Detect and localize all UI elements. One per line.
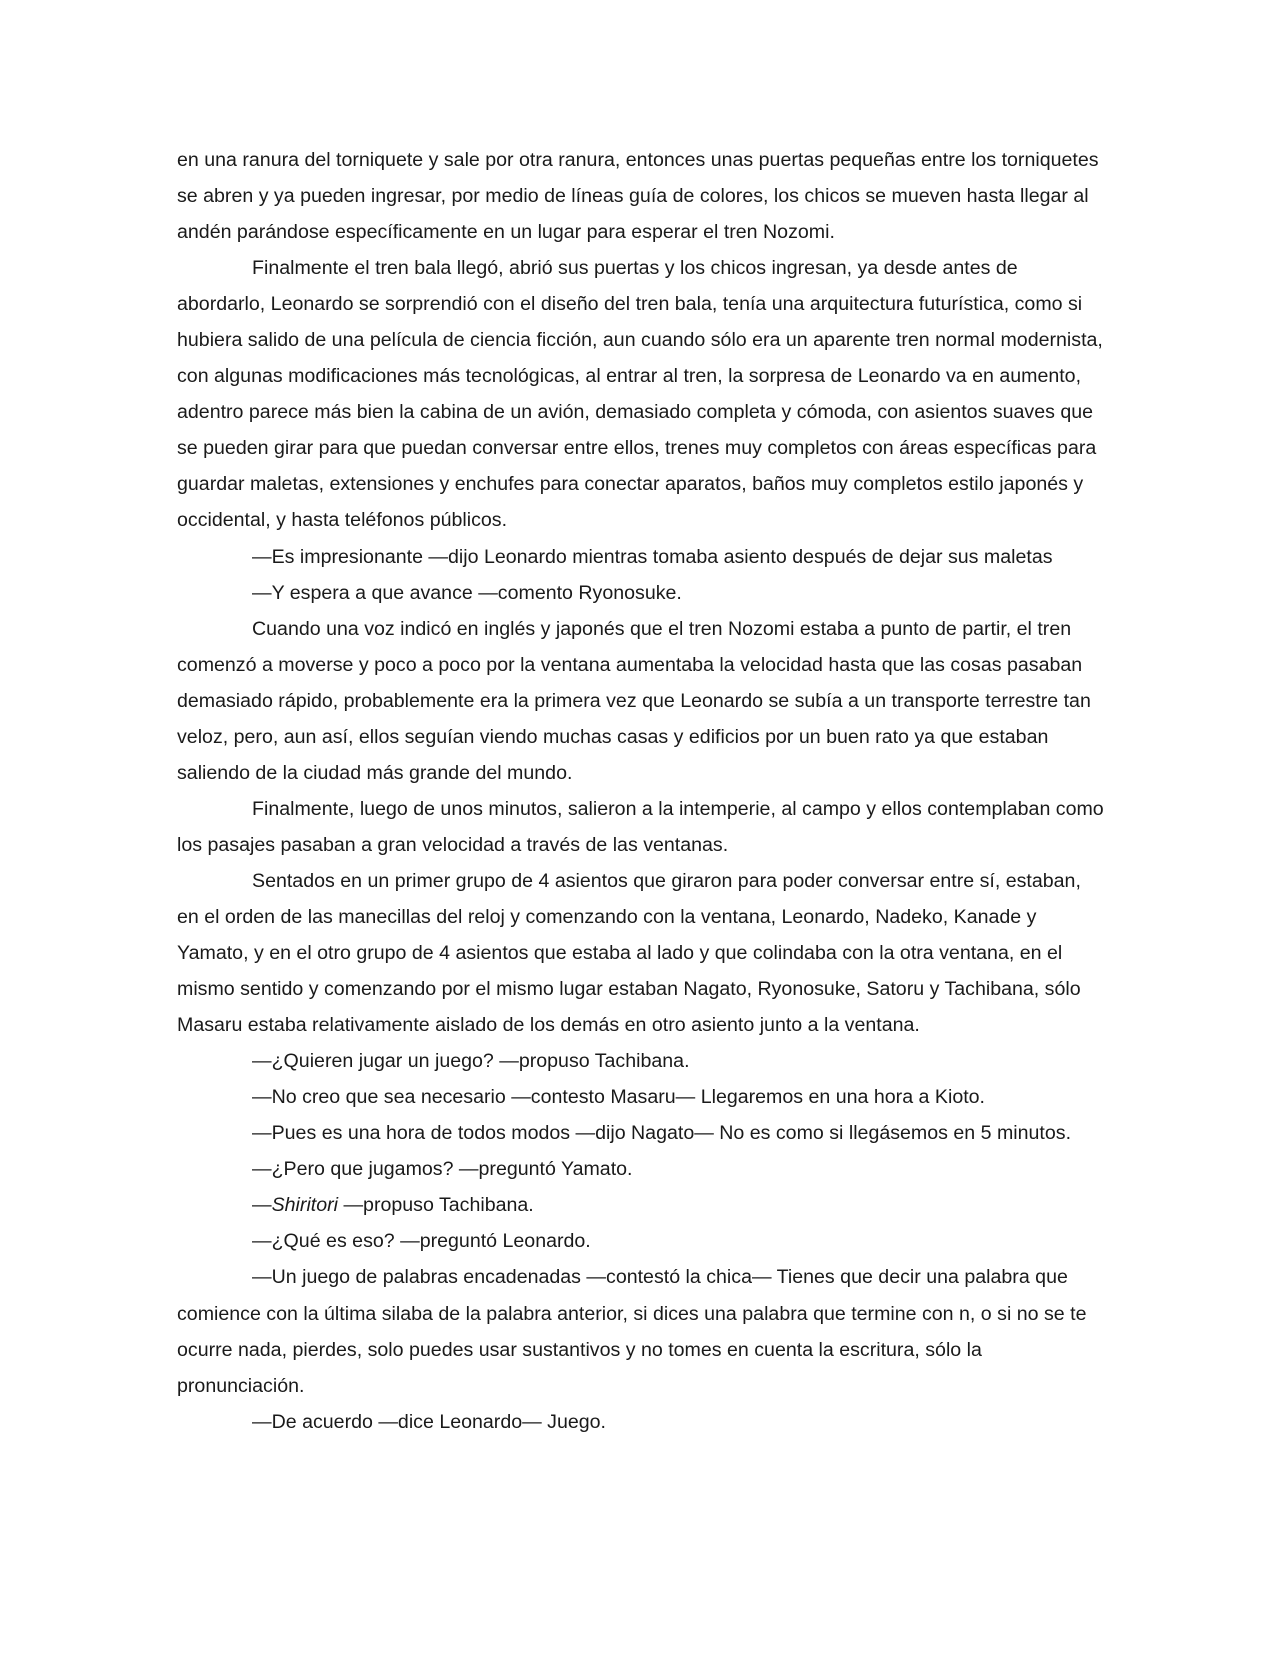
paragraph: Sentados en un primer grupo de 4 asientos que giraron para poder conversar entre sí, estaban, en el orden de las manecillas del reloj y comenzando con la ventana, Leonardo, Nadeko, Kanade y Yamato, y en el otro grupo de 4 asientos que estaba al lado y que colindaba con la otra ventana, en el mismo sentido y comenzando por el mismo lugar estaban Nagato, Ryonosuke, Satoru y Tachibana, sólo Masaru estaba relativamente aislado de los demás en otro asiento junto a la ventana. [177,869,1081,1037]
dialogue-line: —¿Pero que jugamos? —preguntó Yamato. [252,1158,633,1181]
body-text [177,142,1107,1440]
dialogue-rest: —propuso Tachibana. [338,1194,534,1217]
dialogue-line: —¿Quieren jugar un juego? —propuso Tachibana. [252,1050,690,1073]
italic-term: Shiritori [271,1194,339,1217]
paragraph: Finalmente el tren bala llegó, abrió sus puertas y los chicos ingresan, ya desde antes de abordarlo, Leonardo se sorprendió con el diseño del tren bala, tenía una arquitectura futurística, como si hubiera salido de una película de ciencia ficción, aun cuando sólo era un aparente tren normal modernista, con algunas modificaciones más tecnológicas, al entrar al tren, la sorpresa de Leonardo va en aumento, adentro parece más bien la cabina de un avión, demasiado completa y cómoda, con asientos suaves que se pueden girar para que puedan conversar entre ellos, trenes muy completos con áreas específicas para guardar maletas, extensiones y enchufes para conectar aparatos, baños muy completos estilo japonés y occidental, y hasta teléfonos públicos. [177,257,1103,532]
dialogue-dash: — [252,1194,272,1217]
paragraph: Finalmente, luego de unos minutos, salieron a la intemperie, al campo y ellos contemplaban como los pasajes pasaban a gran velocidad a través de las ventanas. [177,797,1104,856]
dialogue-line: —Pues es una hora de todos modos —dijo Nagato— No es como si llegásemos en 5 minutos. [252,1122,1072,1145]
dialogue-line: —¿Qué es eso? —preguntó Leonardo. [252,1230,591,1253]
dialogue-line: —Y espera a que avance —comento Ryonosuke. [252,581,682,604]
dialogue-line: —Es impresionante —dijo Leonardo mientras tomaba asiento después de dejar sus maletas [252,545,1053,568]
dialogue-line [177,1187,1107,1223]
dialogue-line: —Un juego de palabras encadenadas —contestó la chica— Tienes que decir una palabra que comience con la última silaba de la palabra anterior, si dices una palabra que termine con n, o si no se te ocurre nada, pierdes, solo puedes usar sustantivos y no tomes en cuenta la escritura, sólo la pronunciación. [177,1266,1087,1397]
dialogue-line: —De acuerdo —dice Leonardo— Juego. [252,1410,606,1433]
paragraph: en una ranura del torniquete y sale por otra ranura, entonces unas puertas pequeñas entre los torniquetes se abren y ya pueden ingresar, por medio de líneas guía de colores, los chicos se mueven hasta llegar al andén parándose específicamente en un lugar para esperar el tren Nozomi. [177,149,1099,244]
dialogue-line: —No creo que sea necesario —contesto Masaru— Llegaremos en una hora a Kioto. [252,1086,985,1109]
paragraph: Cuando una voz indicó en inglés y japonés que el tren Nozomi estaba a punto de partir, el tren comenzó a moverse y poco a poco por la ventana aumentaba la velocidad hasta que las cosas pasaban demasiado rápido, probablemente era la primera vez que Leonardo se subía a un transporte terrestre tan veloz, pero, aun así, ellos seguían viendo muchas casas y edificios por un buen rato ya que estaban saliendo de la ciudad más grande del mundo. [177,617,1091,784]
